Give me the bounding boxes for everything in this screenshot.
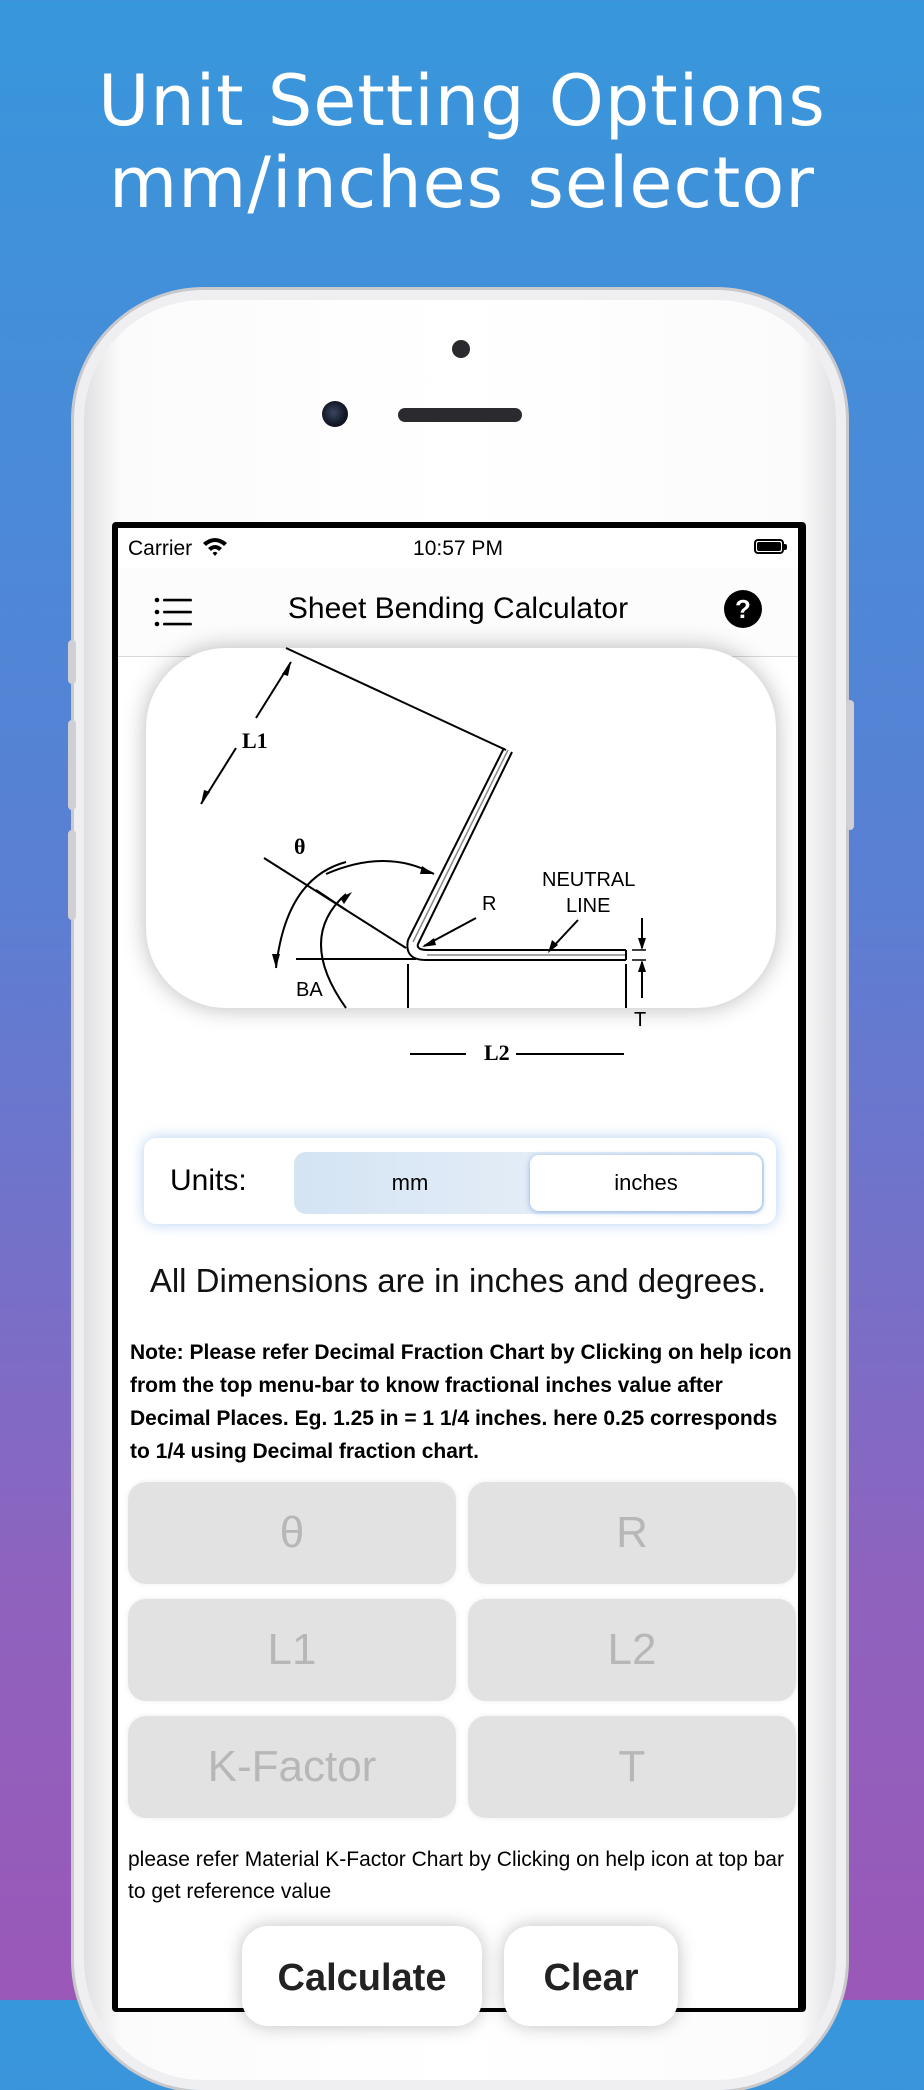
clear-button[interactable]: Clear <box>504 1926 678 2026</box>
battery-icon <box>754 539 784 554</box>
phone-front-camera <box>322 401 348 427</box>
bend-diagram-card <box>146 648 776 1065</box>
theta-input[interactable]: θ <box>128 1482 456 1584</box>
phone-volume-down <box>68 830 76 920</box>
carrier-label: Carrier <box>128 537 193 560</box>
status-bar <box>118 528 798 568</box>
l2-input[interactable]: L2 <box>468 1599 796 1701</box>
units-option-inches[interactable]: inches <box>530 1155 762 1211</box>
diagram-label-theta: θ <box>294 834 306 859</box>
diagram-label-l1: L1 <box>242 728 268 753</box>
diagram-label-r: R <box>482 893 497 915</box>
calculate-button[interactable]: Calculate <box>242 1926 482 2026</box>
phone-earpiece <box>398 408 522 422</box>
diagram-label-neutral: NEUTRAL <box>542 869 636 891</box>
help-icon[interactable]: ? <box>724 590 762 628</box>
diagram-label-line: LINE <box>566 895 611 917</box>
units-selector-card <box>144 1138 776 1224</box>
phone-sensor-dot <box>452 340 470 358</box>
k-factor-note: please refer Material K-Factor Chart by Clicking on help icon at top bar to get reference value <box>128 1848 784 1903</box>
promo-headline <box>0 60 924 224</box>
units-option-mm[interactable]: mm <box>391 1170 429 1195</box>
clock: 10:57 PM <box>413 537 503 560</box>
dimensions-info: All Dimensions are in inches and degrees. <box>149 1262 767 1299</box>
diagram-label-l2: L2 <box>484 1040 510 1065</box>
radius-input[interactable]: R <box>468 1482 796 1584</box>
sheet-bend-diagram <box>146 648 776 1031</box>
diagram-label-ba: BA <box>296 979 323 1001</box>
phone-silent-switch <box>68 640 76 684</box>
page-title: Sheet Bending Calculator <box>287 592 629 625</box>
nav-bar <box>118 568 798 657</box>
units-label: Units: <box>170 1164 247 1197</box>
thickness-input[interactable]: T <box>468 1716 796 1818</box>
phone-volume-up <box>68 720 76 810</box>
diagram-label-t: T <box>634 1009 647 1031</box>
l1-input[interactable]: L1 <box>128 1599 456 1701</box>
headline-line-2: mm/inches selector <box>108 142 815 224</box>
app-screen <box>118 528 798 2008</box>
k-factor-input[interactable]: K-Factor <box>128 1716 456 1818</box>
headline-line-1: Unit Setting Options <box>98 60 826 142</box>
units-segmented-control <box>294 1152 764 1214</box>
decimal-fraction-note: Note: Please refer Decimal Fraction Chart by Clicking on help icon from the top menu-bar to know fractional inches value after Decimal Places. Eg. 1.25 in = 1 1/4 inches. here 0.25 corresponds to 1/4 using Decimal fraction chart. <box>130 1341 792 1463</box>
phone-power-button <box>846 700 854 830</box>
